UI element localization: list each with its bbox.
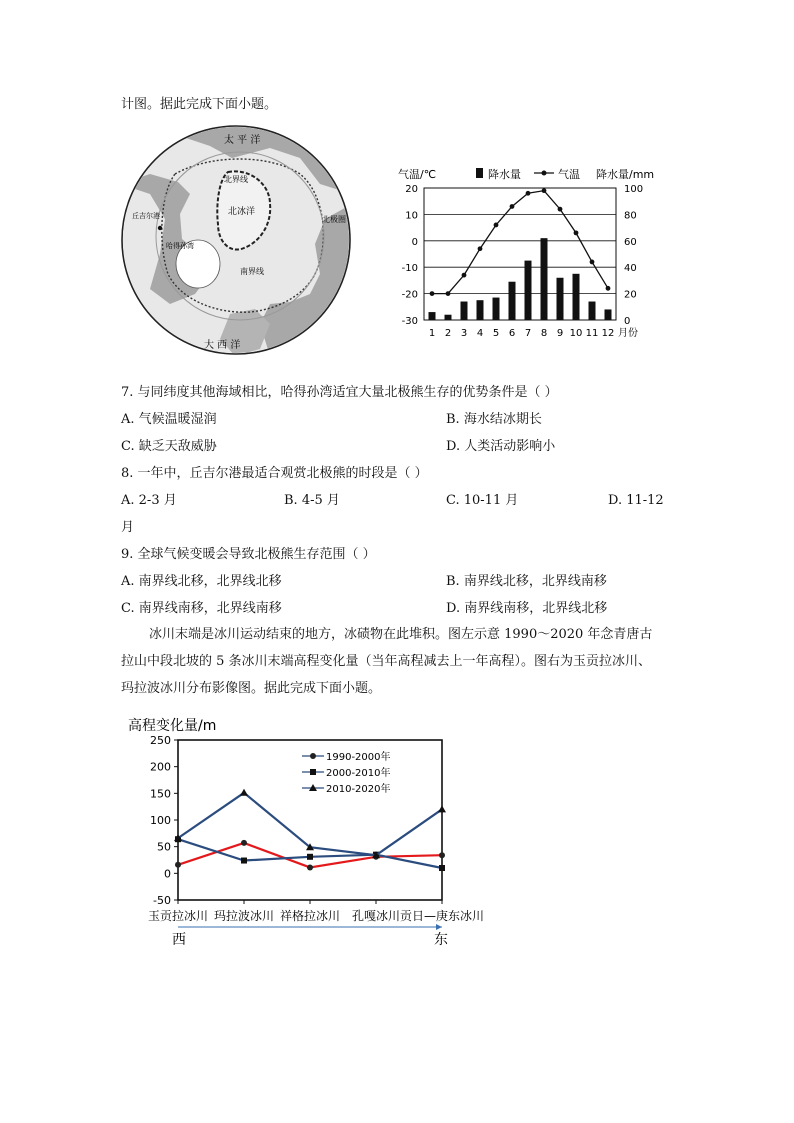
q9-option-b[interactable]: B. 南界线北移，北界线南移 — [446, 574, 607, 589]
month-label: 3 — [460, 328, 468, 339]
legend-bar-swatch — [476, 168, 483, 178]
temperature-point — [494, 223, 499, 228]
precip-bar — [541, 238, 548, 320]
temperature-point — [462, 273, 467, 278]
passage-line-2: 拉山中段北坡的 5 条冰川末端高程变化量（当年高程减去上一年高程）。图右为玉贡拉冰川、 — [121, 654, 652, 669]
month-label: 11 — [585, 328, 599, 339]
precip-bar — [445, 315, 452, 320]
east-label: 东 — [434, 932, 448, 948]
precip-bar — [477, 300, 484, 320]
legend-precip: 降水量 — [488, 168, 521, 181]
temperature-point — [478, 246, 483, 251]
precip-bar — [573, 274, 580, 320]
y-tick-label: 0 — [164, 867, 171, 881]
y-tick-label: 100 — [150, 814, 171, 827]
q7-option-d[interactable]: D. 人类活动影响小 — [446, 439, 556, 454]
precip-bar — [605, 309, 612, 320]
west-east-arrowhead — [436, 924, 442, 930]
temp-tick-label: 10 — [405, 210, 418, 222]
legend-label: 1990-2000年 — [326, 752, 391, 763]
arctic-circle-label: 北极圈 — [322, 215, 346, 224]
precip-bar — [509, 282, 516, 320]
month-label: 1 — [428, 328, 436, 339]
month-label: 8 — [540, 328, 548, 339]
series-point — [241, 858, 247, 864]
precip-bar — [429, 312, 436, 320]
month-label: 5 — [492, 328, 500, 339]
precip-bar — [525, 261, 532, 320]
temperature-point — [526, 191, 531, 196]
q8-option-c[interactable]: C. 10-11 月 — [446, 493, 519, 508]
temperature-point — [574, 230, 579, 235]
q7-option-b[interactable]: B. 海水结冰期长 — [446, 412, 542, 427]
port-label: 丘吉尔港 — [132, 212, 160, 220]
glacier-chart — [118, 712, 508, 952]
climate-chart — [392, 160, 662, 350]
temperature-point — [542, 188, 547, 193]
precip-tick-label: 80 — [624, 210, 637, 222]
south-line-label: 南界线 — [240, 267, 264, 276]
temp-tick-label: -10 — [401, 263, 418, 275]
series-point — [310, 753, 316, 759]
series-point — [439, 852, 445, 858]
q9-option-c[interactable]: C. 南界线南移，北界线南移 — [121, 601, 282, 616]
temperature-point — [510, 204, 515, 209]
y-tick-label: 200 — [150, 760, 171, 774]
temperature-point — [430, 291, 435, 296]
pacific-label: 太 平 洋 — [224, 135, 261, 146]
x-category-label: 玛拉波冰川 — [213, 909, 275, 923]
month-label: 12 — [601, 328, 615, 339]
precip-tick-label: 20 — [624, 289, 637, 301]
bay-label: 哈得孙湾 — [166, 242, 194, 250]
intro-text: 计图。据此完成下面小题。 — [121, 97, 278, 112]
legend-label: 2010-2020年 — [326, 784, 391, 795]
precip-tick-label: 100 — [624, 184, 644, 195]
precip-axis-label: 降水量/mm — [596, 168, 655, 181]
q7-stem: 7. 与同纬度其他海域相比，哈得孙湾适宜大量北极熊生存的优势条件是（ ） — [121, 385, 558, 400]
q9-stem: 9. 全球气候变暖会导致北极熊生存范围（ ） — [121, 547, 376, 562]
temperature-point — [558, 207, 563, 212]
month-label: 10 — [569, 328, 583, 339]
series-point — [307, 864, 313, 870]
month-label: 7 — [524, 328, 532, 339]
q8-option-a[interactable]: A. 2-3 月 — [121, 493, 177, 508]
q8-stem: 8. 一年中，丘吉尔港最适合观赏北极熊的时段是（ ） — [121, 466, 428, 481]
precip-tick-label: 0 — [624, 316, 631, 327]
passage-line-3: 玛拉波冰川分布影像图。据此完成下面小题。 — [121, 681, 382, 696]
temperature-point — [590, 260, 595, 265]
precip-tick-label: 60 — [624, 236, 637, 248]
precip-bar — [589, 302, 596, 320]
ice-label: 北冰洋 — [228, 207, 256, 217]
x-category-label: 玉贡拉冰川 — [147, 909, 209, 923]
precip-bar — [493, 298, 500, 320]
precip-bar — [557, 278, 564, 320]
month-unit-label: 月份 — [618, 328, 638, 339]
temperature-point — [446, 291, 451, 296]
x-category-label: 贡日—庚东冰川 — [399, 909, 485, 923]
month-label: 9 — [556, 328, 564, 339]
atlantic-label: 大 西 洋 — [204, 340, 241, 351]
q9-option-a[interactable]: A. 南界线北移，北界线北移 — [121, 574, 282, 589]
temp-tick-label: -30 — [401, 316, 418, 327]
temperature-point — [606, 286, 611, 291]
month-label: 4 — [476, 328, 484, 339]
series-point — [175, 862, 181, 868]
q7-option-c[interactable]: C. 缺乏天敌威胁 — [121, 439, 217, 454]
q9-option-d[interactable]: D. 南界线南移，北界线北移 — [446, 601, 608, 616]
q8-option-d-wrap: 月 — [121, 520, 135, 535]
q8-option-b[interactable]: B. 4-5 月 — [284, 493, 340, 508]
precip-bar — [461, 302, 468, 320]
temp-tick-label: 0 — [411, 236, 418, 248]
precip-tick-label: 40 — [624, 263, 637, 275]
month-label: 2 — [444, 328, 452, 339]
series-point — [241, 840, 247, 846]
x-category-label: 孔嘎冰川 — [351, 909, 401, 923]
legend-temp: 气温 — [558, 168, 580, 181]
q7-option-a[interactable]: A. 气候温暖湿润 — [121, 412, 217, 427]
passage-line-1: 冰川末端是冰川运动结束的地方，冰碛物在此堆积。图左示意 1990～2020 年念青唐古 — [149, 627, 653, 642]
west-label: 西 — [172, 932, 186, 948]
x-category-label: 祥格拉冰川 — [279, 909, 341, 923]
y-tick-label: 250 — [150, 734, 171, 747]
q8-option-d[interactable]: D. 11-12 — [608, 493, 664, 508]
temperature-line — [432, 191, 608, 294]
port-marker — [158, 226, 162, 230]
temp-tick-label: -20 — [401, 289, 418, 301]
temp-axis-label: 气温/℃ — [398, 168, 437, 181]
month-label: 6 — [508, 328, 516, 339]
series-point — [439, 865, 445, 871]
series-point — [307, 854, 313, 860]
north-line-label: 北界线 — [224, 175, 248, 184]
series-point — [310, 769, 316, 775]
y-tick-label: 150 — [150, 787, 171, 801]
glacier-plot-frame — [178, 740, 442, 900]
y-tick-label: -50 — [153, 894, 171, 907]
arctic-map — [120, 124, 352, 356]
glacier-ylabel: 高程变化量/m — [128, 718, 217, 734]
legend-label: 2000-2010年 — [326, 768, 391, 779]
y-tick-label: 50 — [157, 840, 171, 854]
temp-tick-label: 20 — [405, 184, 418, 195]
